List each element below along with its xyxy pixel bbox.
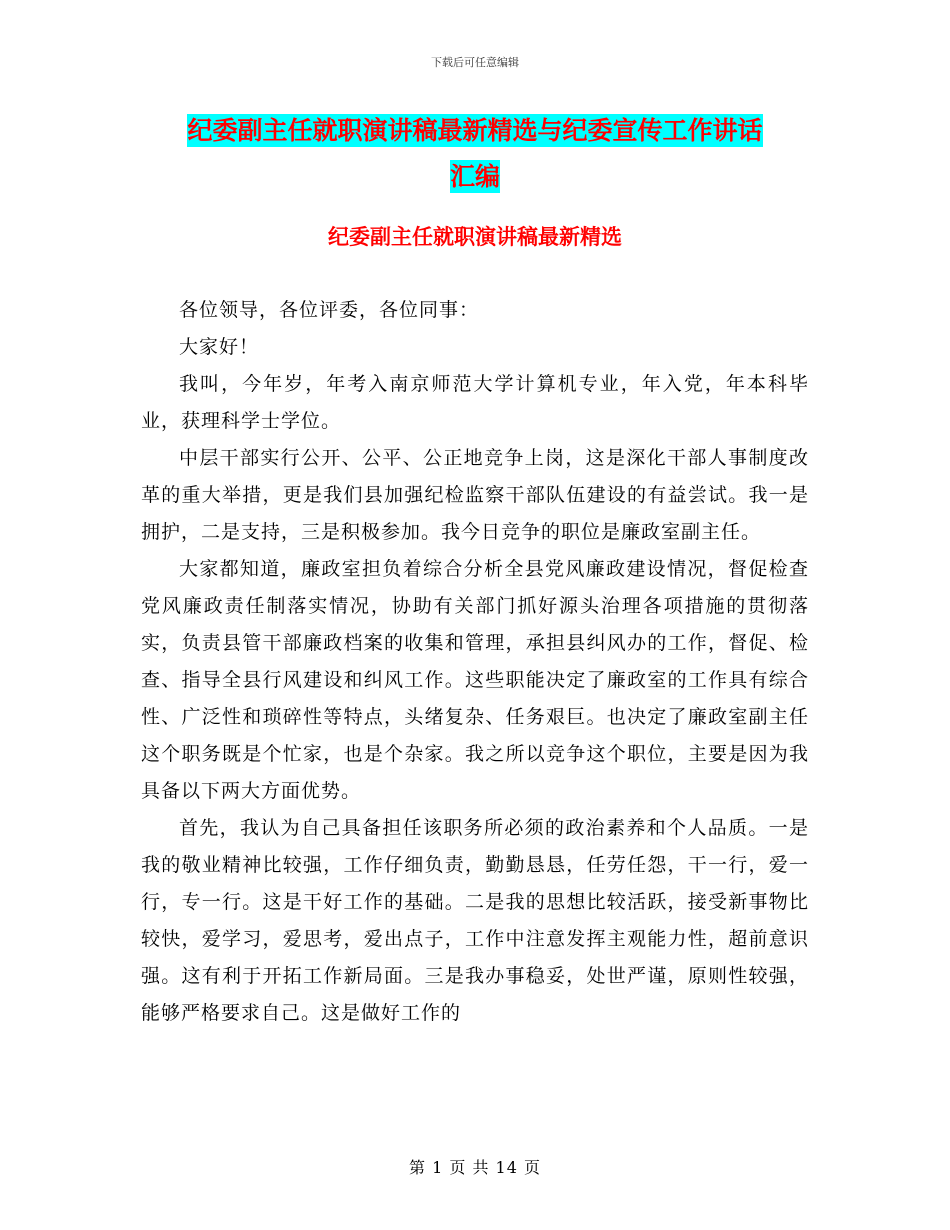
page-number-footer: 第 1 页 共 14 页	[409, 1158, 541, 1177]
page-header-note: 下载后可任意编辑	[431, 56, 519, 69]
body-paragraph: 各位领导，各位评委，各位同事：	[179, 299, 480, 321]
body-paragraph: 我叫，今年岁，年考入南京师范大学计算机专业，年入党，年本科毕业，获理科学士学位。	[141, 373, 809, 432]
document-title	[140, 108, 810, 200]
body-paragraph: 大家都知道，廉政室担负着综合分析全县党风廉政建设情况，督促检查党风廉政责任制落实情况，协助有关部门抓好源头治理各项措施的贯彻落实，负责县管干部廉政档案的收集和管理，承担县纠风办的工作，督促、检查、指导全县行风建设和纠风工作。这些职能决定了廉政室的工作具有综合性、广泛性和琐碎性等特点，头绪复杂、任务艰巨。也决定了廉政室副主任这个职务既是个忙家，也是个杂家。我之所以竞争这个职位，主要是因为我具备以下两大方面优势。	[141, 558, 809, 802]
body-paragraph: 首先，我认为自己具备担任该职务所必须的政治素养和个人品质。一是我的敬业精神比较强，工作仔细负责，勤勤恳恳，任劳任怨，干一行，爱一行，专一行。这是干好工作的基础。二是我的思想比较活跃，接受新事物比较快，爱学习，爱思考，爱出点子，工作中注意发挥主观能力性，超前意识强。这有利于开拓工作新局面。三是我办事稳妥，处世严谨，原则性较强，能够严格要求自己。这是做好工作的	[141, 817, 809, 1024]
body-paragraph: 大家好！	[179, 336, 260, 358]
section-title: 纪委副主任就职演讲稿最新精选	[328, 225, 622, 249]
document-title-line2: 汇编	[449, 162, 500, 191]
document-title-line1: 纪委副主任就职演讲稿最新精选与纪委宣传工作讲话	[187, 116, 763, 145]
body-paragraph: 中层干部实行公开、公平、公正地竞争上岗，这是深化干部人事制度改革的重大举措，更是我们县加强纪检监察干部队伍建设的有益尝试。我一是拥护，二是支持，三是积极参加。我今日竞争的职位是廉政室副主任。	[141, 447, 809, 543]
document-body	[141, 292, 809, 1032]
